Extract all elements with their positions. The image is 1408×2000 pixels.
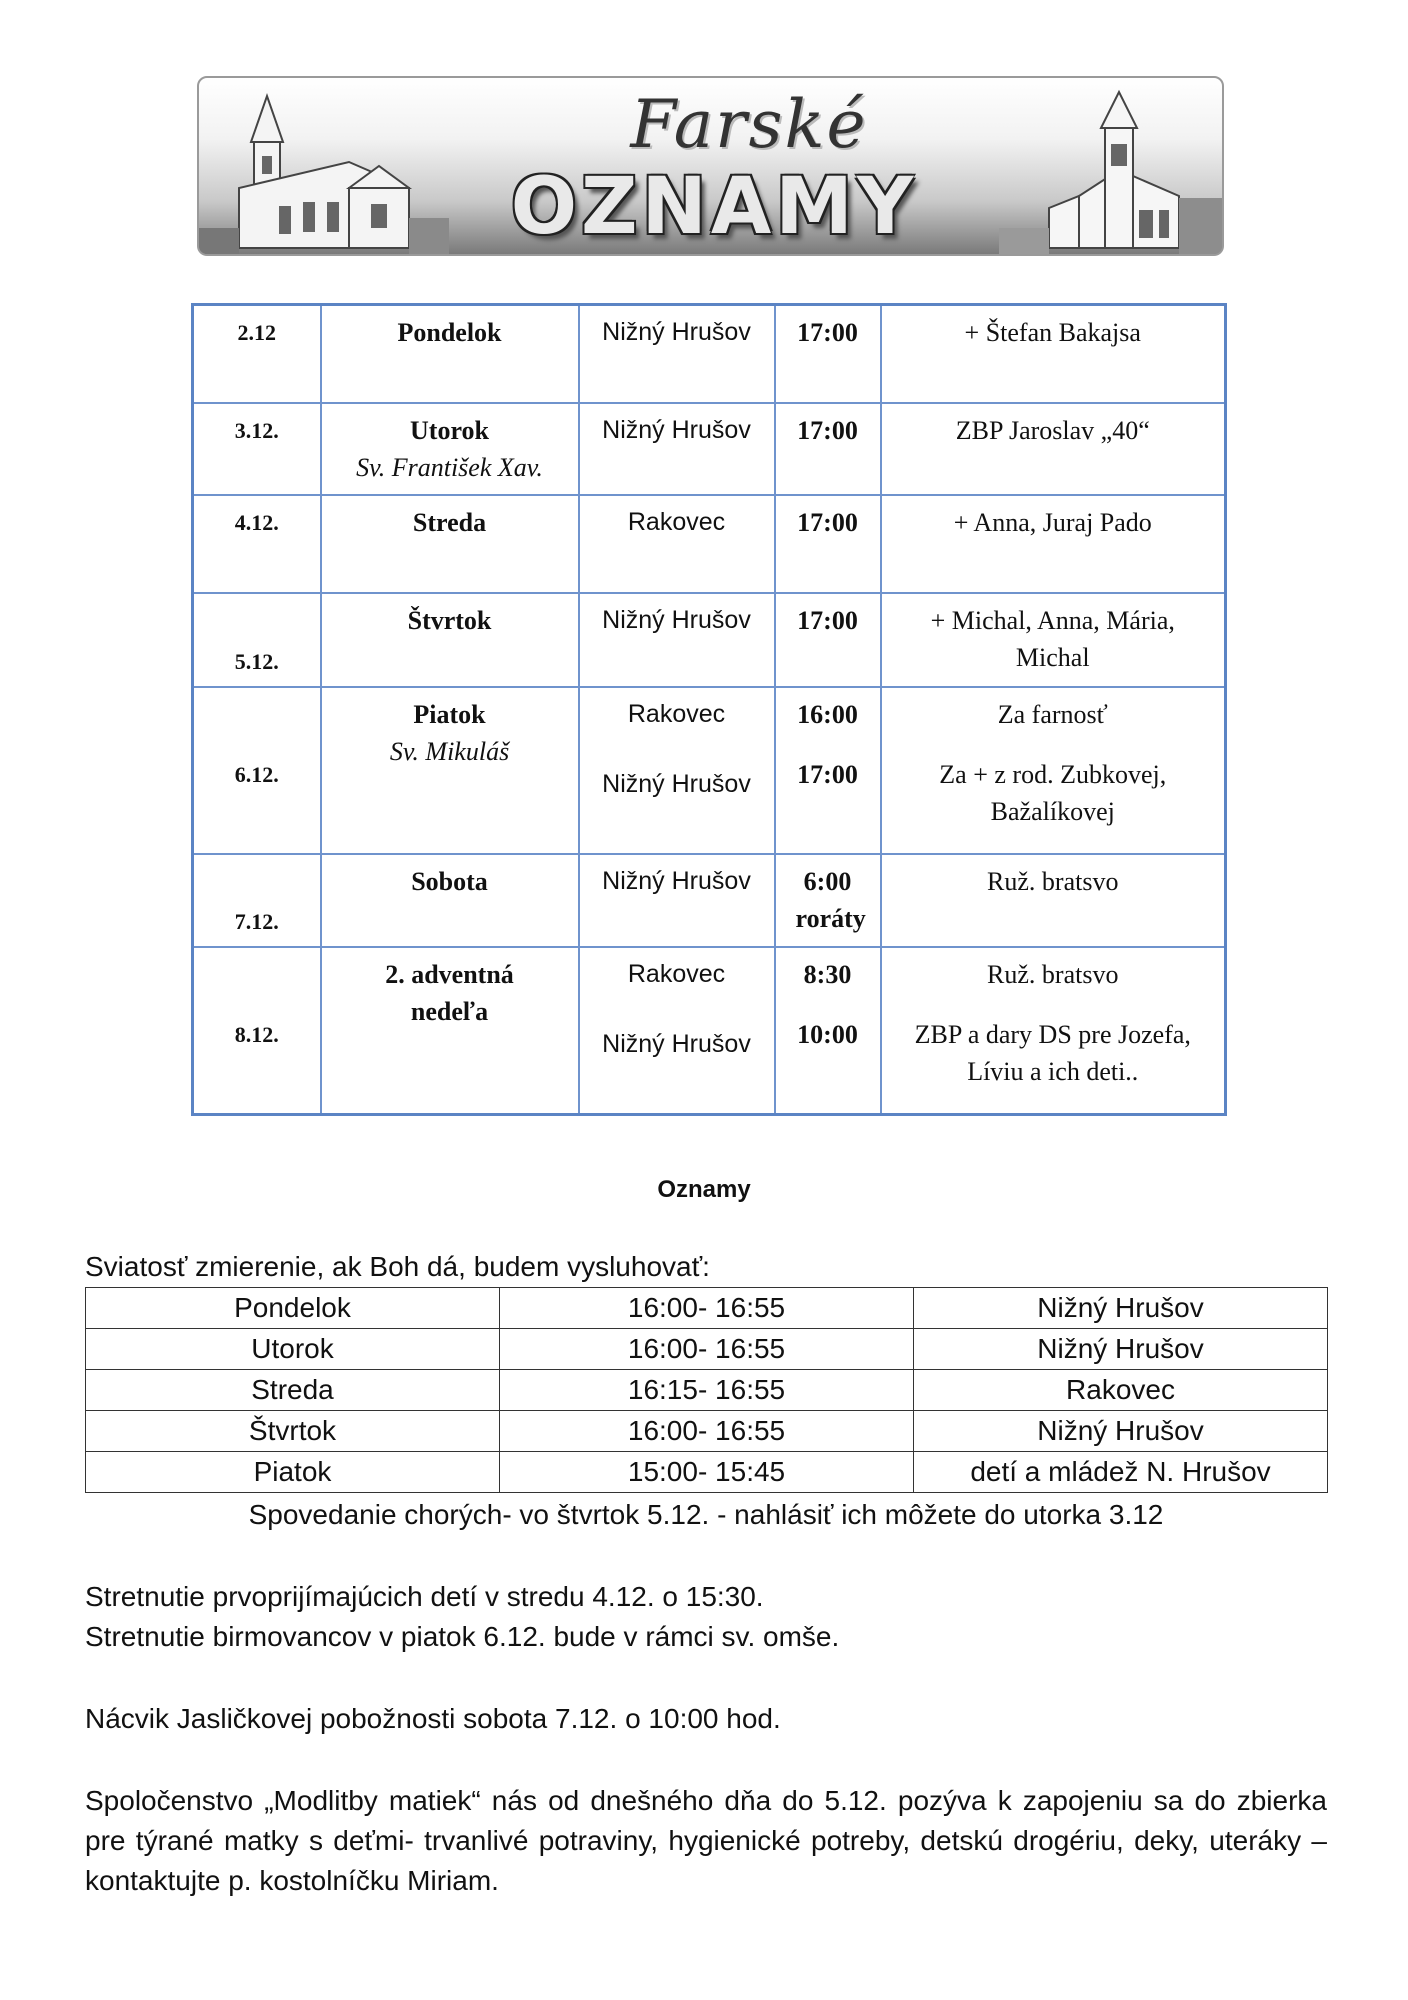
confession-day: Streda [86,1370,500,1411]
intention-text: Za farnosť [997,699,1108,729]
confession-place: Rakovec [914,1370,1328,1411]
table-row [86,1370,1328,1411]
confession-place: Nižný Hrušov [914,1288,1328,1329]
place-cell [579,687,775,854]
date-cell: 7.12. [193,854,321,947]
place-name: Rakovec [627,959,726,988]
place-cell: Nižný Hrušov [579,305,775,403]
table-row [193,305,1226,403]
day-cell [321,593,579,687]
sick-confession-note: Spovedanie chorých- vo štvrtok 5.12. - nahlásiť ich môžete do utorka 3.12 [248,1499,1164,1530]
confession-place: detí a mládež N. Hrušov [914,1452,1328,1493]
confession-time: 16:00- 16:55 [500,1288,914,1329]
time-value: 16:00 [797,699,858,729]
confession-time: 15:00- 15:45 [500,1452,914,1493]
place-cell: Nižný Hrušov [579,403,775,495]
time-value: 8:30 [803,959,852,989]
time-cell: 17:00 [775,495,881,593]
table-row [193,854,1226,947]
table-row [193,947,1226,1115]
first-communion-meeting: Stretnutie prvoprijímajúcich detí v stredu 4.12. o 15:30. [85,1581,764,1612]
day-cell [321,305,579,403]
table-row [86,1452,1328,1493]
confession-place: Nižný Hrušov [914,1411,1328,1452]
day-name: Utorok [410,415,489,445]
date-cell: 5.12. [193,593,321,687]
date-cell: 2.12 [193,305,321,403]
confession-table [85,1287,1328,1493]
day-cell [321,403,579,495]
intention-text: Za + z rod. Zubkovej, Bažalíkovej [939,759,1167,826]
intention-cell: + Michal, Anna, Mária, Michal [881,593,1226,687]
saint-name: Sv. Mikuláš [389,736,510,766]
table-row [86,1288,1328,1329]
time-value: 10:00 [797,1019,858,1049]
confession-day: Utorok [86,1329,500,1370]
day-name: Sobota [411,866,488,896]
confession-day: Pondelok [86,1288,500,1329]
intention-cell [881,687,1226,854]
date-cell: 3.12. [193,403,321,495]
banner-title: OZNAMY [510,162,918,252]
intention-text: Ruž. bratsvo [987,959,1119,989]
day-name: Štvrtok [407,605,492,635]
time-cell: 17:00 [775,403,881,495]
table-row [193,495,1226,593]
place-name: Rakovec [627,699,726,728]
day-cell [321,854,579,947]
mass-schedule-table [191,303,1227,1116]
day-name: Streda [412,507,487,537]
table-row [86,1411,1328,1452]
place-name: Nižný Hrušov [602,1029,751,1058]
intention-text: ZBP a dary DS pre Jozefa, Líviu a ich deti.. [914,1019,1191,1086]
intention-cell: + Anna, Juraj Pado [881,495,1226,593]
nativity-practice: Nácvik Jasličkovej pobožnosti sobota 7.12. o 10:00 hod. [85,1703,781,1734]
intention-cell: ZBP Jaroslav „40“ [881,403,1226,495]
confession-day: Piatok [86,1452,500,1493]
day-cell [321,687,579,854]
time-cell [775,947,881,1115]
table-row [193,403,1226,495]
table-row [193,687,1226,854]
place-cell: Nižný Hrušov [579,854,775,947]
header-banner [197,76,1224,256]
table-row [86,1329,1328,1370]
place-name: Nižný Hrušov [602,769,751,798]
confession-place: Nižný Hrušov [914,1329,1328,1370]
mothers-prayer-paragraph: Spoločenstvo „Modlitby matiek“ nás od dnešného dňa do 5.12. pozýva k zapojeniu sa do zbierka pre týrané matky s deťmi- trvanlivé potraviny, hygienické potreby, detskú drogériu, deky, uteráky – kontaktujte p. kostolníčku Miriam. [85,1785,1327,1896]
day-name: 2. adventná nedeľa [385,959,514,1026]
day-name: Piatok [413,699,486,729]
confirmation-meeting: Stretnutie birmovancov v piatok 6.12. bude v rámci sv. omše. [85,1621,840,1652]
time-value: 17:00 [797,759,858,789]
intention-cell: Ruž. bratsvo [881,854,1226,947]
day-cell [321,495,579,593]
confession-time: 16:00- 16:55 [500,1411,914,1452]
date-cell: 8.12. [193,947,321,1115]
confession-intro: Sviatosť zmierenie, ak Boh dá, budem vysluhovať: [85,1251,710,1282]
place-cell: Nižný Hrušov [579,593,775,687]
intention-cell [881,947,1226,1115]
date-cell: 6.12. [193,687,321,854]
day-cell [321,947,579,1115]
saint-name: Sv. František Xav. [356,452,543,482]
time-cell: 17:00 [775,593,881,687]
intention-cell: + Štefan Bakajsa [881,305,1226,403]
date-cell: 4.12. [193,495,321,593]
place-cell [579,947,775,1115]
place-cell: Rakovec [579,495,775,593]
announcements-title: Oznamy [657,1176,751,1203]
banner-script-text: Farské [630,86,868,163]
time-cell: 17:00 [775,305,881,403]
confession-time: 16:15- 16:55 [500,1370,914,1411]
day-name: Pondelok [397,318,502,347]
time-cell: 6:00 roráty [775,854,881,947]
time-cell [775,687,881,854]
table-row [193,593,1226,687]
confession-time: 16:00- 16:55 [500,1329,914,1370]
confession-day: Štvrtok [86,1411,500,1452]
